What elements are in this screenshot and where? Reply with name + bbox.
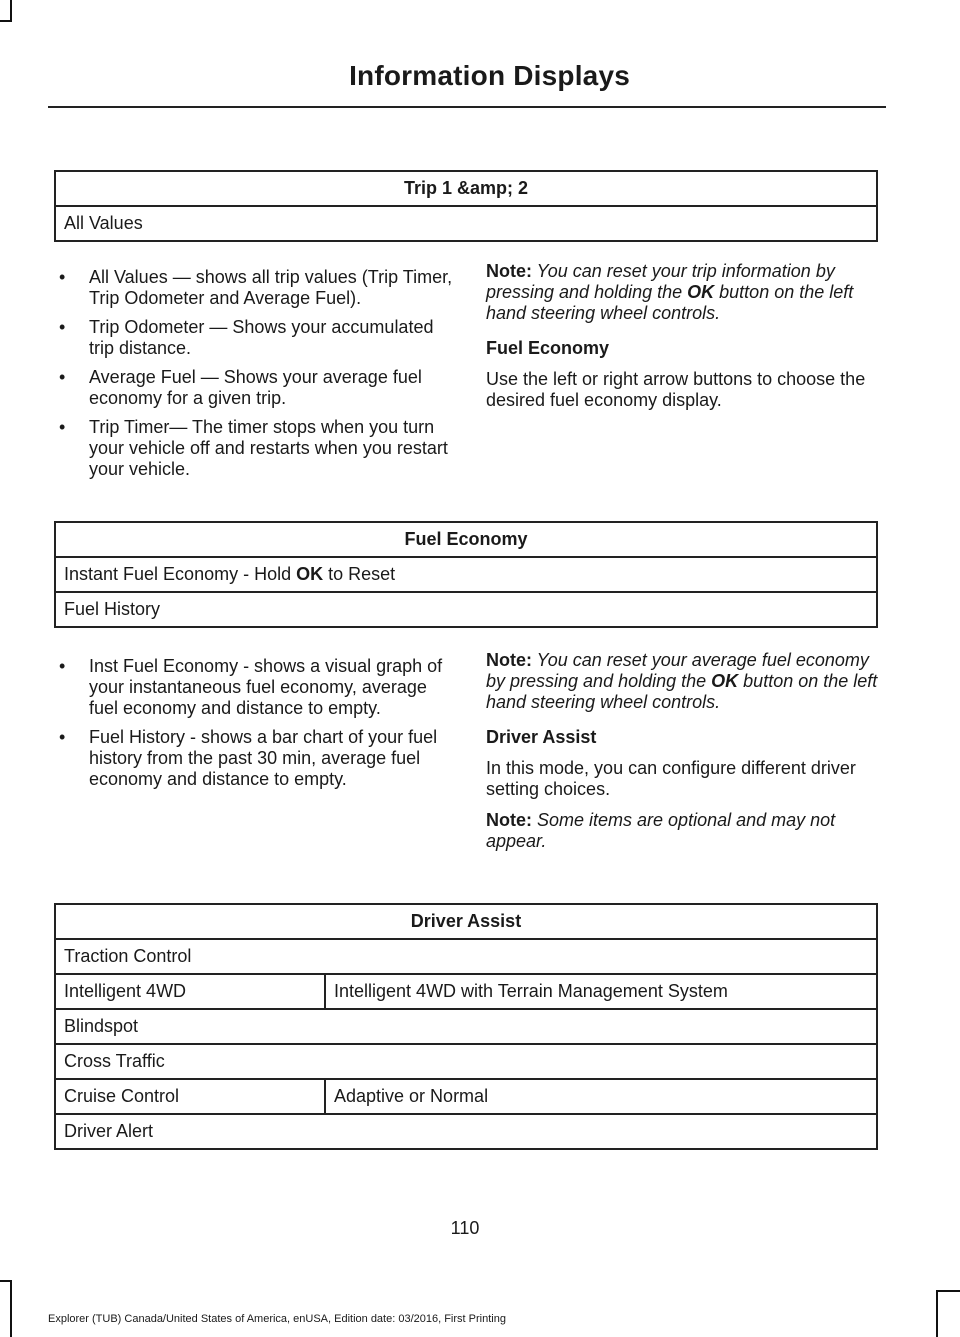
- note-paragraph: [486, 650, 878, 713]
- section-heading-fuel-economy: Fuel Economy: [486, 338, 610, 358]
- list-item: • Inst Fuel Economy - shows a visual graph of your instantaneous fuel economy, average fuel economy and distance to empty.: [54, 656, 454, 719]
- fuel-bullets-column: [54, 656, 454, 798]
- trip-table-title: Trip 1 &amp; 2: [55, 171, 877, 206]
- table-row: All Values: [55, 206, 877, 241]
- note-text: button on the left hand steering wheel controls.: [486, 282, 854, 323]
- crop-mark: [0, 1280, 12, 1282]
- cell-text: to Reset: [323, 564, 396, 584]
- crop-mark: [10, 1280, 12, 1337]
- body-paragraph: In this mode, you can configure different driver setting choices.: [486, 758, 856, 799]
- table-row: Blindspot: [55, 1009, 877, 1044]
- driver-table: [54, 903, 878, 1150]
- table-row: [55, 557, 877, 592]
- fuel-table-title: Fuel Economy: [55, 522, 877, 557]
- crop-mark: [936, 1290, 960, 1292]
- page-number: 110: [450, 1218, 480, 1238]
- note-label: Note:: [486, 650, 532, 670]
- crop-mark: [10, 0, 12, 22]
- ok-keyword: OK: [296, 564, 324, 584]
- table-row: Traction Control: [55, 939, 877, 974]
- note-text: button on the left hand steering wheel controls.: [486, 671, 878, 712]
- table-row: Fuel History: [55, 592, 877, 627]
- driver-table-title: Driver Assist: [55, 904, 877, 939]
- table-cell: Intelligent 4WD with Terrain Management System: [325, 974, 877, 1009]
- cell-text: Instant Fuel Economy - Hold: [64, 564, 297, 584]
- note-text: You can reset your trip information by pressing and holding the: [486, 261, 835, 302]
- list-item: • Trip Odometer — Shows your accumulated trip distance.: [54, 317, 454, 359]
- fuel-table: [54, 521, 878, 628]
- list-item: • Fuel History - shows a bar chart of your fuel history from the past 30 min, average fuel economy and distance to empty.: [54, 727, 454, 790]
- footer-text: Explorer (TUB) Canada/United States of America, enUSA, Edition date: 03/2016, First Printing: [48, 1313, 506, 1325]
- ok-keyword: OK: [711, 671, 739, 691]
- trip-bullets-column: [54, 267, 454, 488]
- note-label: Note:: [486, 810, 532, 830]
- list-item: • Average Fuel — Shows your average fuel economy for a given trip.: [54, 367, 454, 409]
- driver-note-column: [486, 650, 878, 862]
- table-cell: Intelligent 4WD: [55, 974, 325, 1009]
- table-cell: Cruise Control: [55, 1079, 325, 1114]
- list-item: • All Values — shows all trip values (Trip Timer, Trip Odometer and Average Fuel).: [54, 267, 454, 309]
- table-row: Cross Traffic: [55, 1044, 877, 1079]
- ok-keyword: OK: [687, 282, 715, 302]
- trip-bullet-list: [54, 267, 454, 480]
- trip-note-column: [486, 261, 878, 421]
- body-paragraph: Use the left or right arrow buttons to choose the desired fuel economy display.: [486, 369, 866, 410]
- crop-mark: [0, 20, 12, 22]
- list-item: • Trip Timer— The timer stops when you turn your vehicle off and restarts when you restart your vehicle.: [54, 417, 454, 480]
- table-cell: Adaptive or Normal: [325, 1079, 877, 1114]
- header-rule: [48, 106, 886, 108]
- section-heading-driver-assist: Driver Assist: [486, 727, 597, 747]
- note-paragraph: [486, 261, 878, 324]
- note-text: You can reset your average fuel economy by pressing and holding the: [486, 650, 869, 691]
- table-row: Driver Alert: [55, 1114, 877, 1149]
- note-paragraph: [486, 810, 878, 852]
- note-text: Some items are optional and may not appear.: [486, 810, 836, 851]
- crop-mark: [936, 1290, 938, 1337]
- fuel-bullet-list: [54, 656, 454, 790]
- trip-table: [54, 170, 878, 242]
- note-label: Note:: [486, 261, 532, 281]
- page-title: Information Displays: [349, 60, 630, 91]
